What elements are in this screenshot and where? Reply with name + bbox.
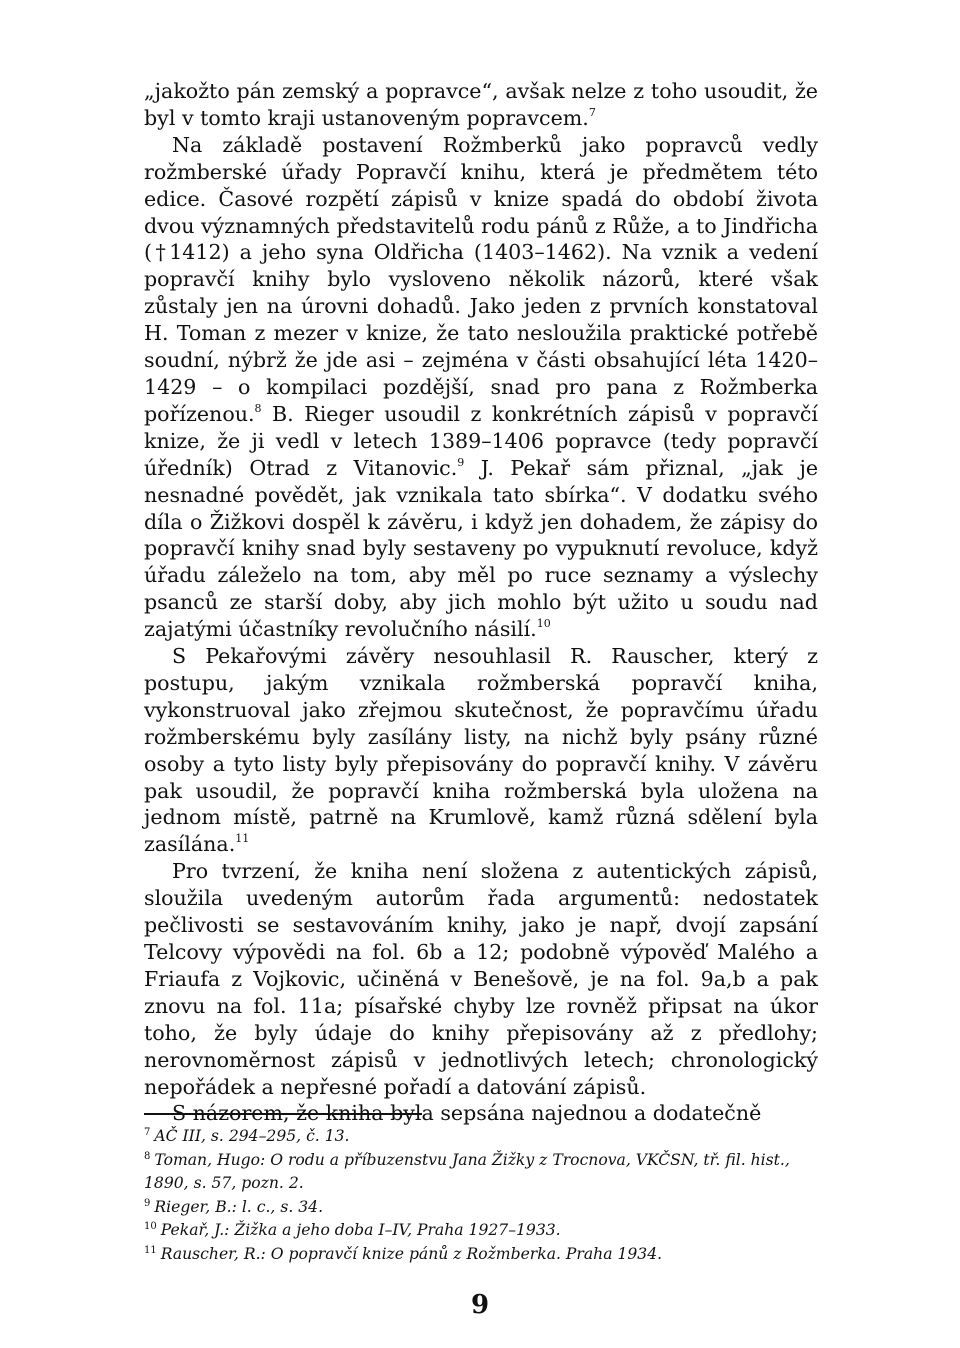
footnote-divider bbox=[144, 1113, 422, 1115]
footnote-text: Toman, Hugo: O rodu a příbuzenstvu Jana Žižky z Trocnova, VKČSN, tř. fil. hist., 1890, s. 57, pozn. 2. bbox=[144, 1150, 790, 1193]
page-number: 9 bbox=[470, 1290, 490, 1320]
paragraph-4 bbox=[144, 858, 818, 1100]
footnote-ref-8[interactable]: 8 bbox=[254, 401, 262, 415]
footnote-text: Rauscher, R.: O popravčí knize pánů z Rožmberka. Praha 1934. bbox=[160, 1244, 663, 1263]
footnote-ref-9[interactable]: 9 bbox=[457, 455, 465, 469]
paragraph-text: J. Pekař sám přiznal, „jak je nesnadné povědět, jak vznikala tato sbírka“. V dodatku svého díla o Žižkovi dospěl k závěru, i když jen dohadem, že zápisy do popravčí knihy snad byly sestaveny po vypuknutí revoluce, když úřadu záleželo na tom, aby měl po ruce seznamy a výslechy psanců ze starší doby, aby jich mohlo být užito u soudu nad zajatými účastníky revolučního násilí. bbox=[144, 455, 819, 642]
footnote-text: AČ III, s. 294–295, č. 13. bbox=[154, 1127, 350, 1145]
paragraph-2 bbox=[144, 132, 818, 643]
footnote-11 bbox=[144, 1243, 818, 1267]
footnote-7 bbox=[144, 1125, 818, 1149]
footnote-number: 11 bbox=[144, 1244, 157, 1256]
footnote-8 bbox=[144, 1149, 818, 1196]
paragraph-text: S Pekařovými závěry nesouhlasil R. Rauscher, který z postupu, jakým vznikala rožmberská popravčí kniha, vykonstruoval jako zřejmou skutečnost, že popravčímu úřadu rožmberskému byly zasílány listy, na nichž byly psány různé osoby a tyto listy byly přepisovány do popravčí knihy. V závěru pak usoudil, že popravčí kniha rožmberská byla uložena na jednom místě, patrně na Krumlově, kamž různá sdělení byla zasílána. bbox=[144, 644, 818, 857]
footnote-number: 9 bbox=[144, 1197, 151, 1209]
paragraph-text: Pro tvrzení, že kniha není složena z autentických zápisů, sloužila uvedeným autorům řada argumentů: nedostatek pečlivosti se sestavováním knihy, jako je např, dvojí zapsání Telcovy výpovědi na fol. 6b a 12; podobně výpověď Malého a Friaufa z Vojkovic, učiněná v Benešově, je na fol. 9a,b a pak znovu na fol. 11a; písařské chyby lze rovněž připsat na úkor toho, že byly údaje do knihy přepisovány až z předlohy; nerovnoměrnost zápisů v jednotlivých letech; chronologický nepořádek a nepřesné pořadí a datování zápisů. bbox=[144, 859, 818, 1099]
paragraph-text: Na základě postavení Rožmberků jako popravců vedly rožmberské úřady Popravčí knihu, která je předmětem této edice. Časové rozpětí zápisů v knize spadá do období života dvou významných představitelů rodu pánů z Růže, a to Jindřicha (†1412) a jeho syna Oldřicha (1403–1462). Na vznik a vedení popravčí knihy bylo vysloveno několik názorů, které však zůstaly jen na úrovni dohadů. Jako jeden z prvních konstatoval H. Toman z mezer v knize, že tato nesloužila praktické potřebě soudní, nýbrž že jde asi – zejména v části obsahující léta 1420–1429 – o kompilaci pozdější, snad pro pana z Rožmberka pořízenou. bbox=[144, 132, 818, 426]
footnote-number: 8 bbox=[144, 1150, 151, 1162]
footnote-number: 10 bbox=[144, 1221, 157, 1233]
footnote-ref-7[interactable]: 7 bbox=[588, 105, 596, 119]
paragraph-3 bbox=[144, 643, 818, 858]
paragraph-text: B. Rieger usoudil z konkrétních zápisů v popravčí knize, že ji vedl v letech 1389–1406 popravce (tedy popravčí úředník) Otrad z Vitanovic. bbox=[144, 401, 818, 480]
footnote-number: 7 bbox=[144, 1127, 151, 1138]
paragraph-1 bbox=[144, 78, 818, 132]
footnote-9 bbox=[144, 1196, 818, 1220]
footnote-10 bbox=[144, 1219, 818, 1243]
main-text bbox=[144, 78, 818, 1127]
footnote-ref-10[interactable]: 10 bbox=[536, 617, 551, 631]
footnotes bbox=[144, 1125, 818, 1267]
paragraph-text: S názorem, že kniha byla sepsána najednou a dodatečně bbox=[172, 1101, 762, 1126]
footnote-text: Rieger, B.: l. c., s. 34. bbox=[154, 1197, 324, 1216]
paragraph-text: „jakožto pán zemský a popravce“, avšak nelze z toho usoudit, že byl v tomto kraji ustanoveným popravcem. bbox=[144, 79, 818, 130]
footnote-text: Pekař, J.: Žižka a jeho doba I–IV, Praha 1927–1933. bbox=[160, 1221, 561, 1240]
footnote-ref-11[interactable]: 11 bbox=[235, 832, 250, 846]
